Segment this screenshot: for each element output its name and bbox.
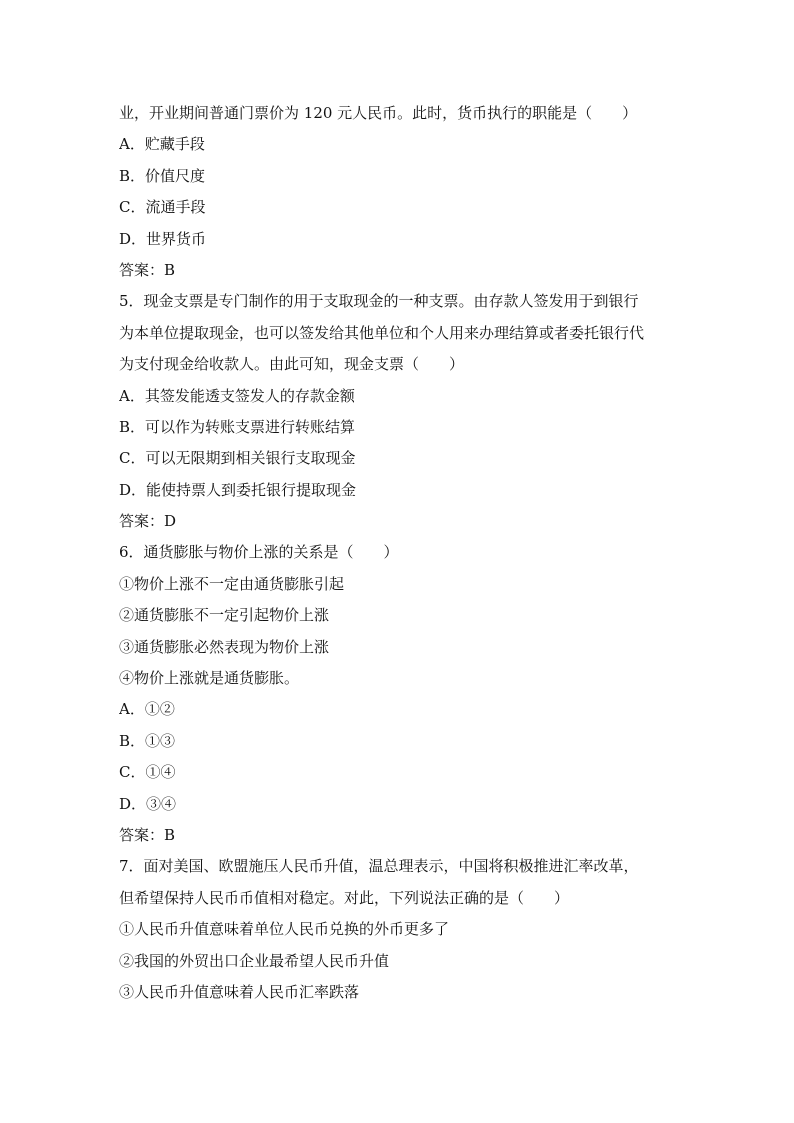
option-line: A．贮藏手段 — [119, 135, 205, 154]
statement-line: ①物价上涨不一定由通货膨胀引起 — [119, 574, 345, 593]
question-line: 6．通货膨胀与物价上涨的关系是（ ） — [119, 543, 399, 562]
option-line: C．流通手段 — [119, 198, 206, 217]
text-line: 为支付现金给收款人。由此可知，现金支票（ ） — [119, 355, 465, 374]
statement-line: ①人民币升值意味着单位人民币兑换的外币更多了 — [119, 920, 450, 939]
option-line: D．③④ — [119, 794, 177, 813]
option-line: B．可以作为转账支票进行转账结算 — [119, 417, 356, 436]
document-body — [119, 98, 679, 1008]
option-line: B．①③ — [119, 731, 176, 750]
option-line: C．可以无限期到相关银行支取现金 — [119, 449, 356, 468]
answer-line: 答案：B — [119, 260, 176, 279]
statement-line: ③人民币升值意味着人民币汇率跌落 — [119, 982, 360, 1001]
option-line: D．世界货币 — [119, 229, 207, 248]
statement-line: ④物价上涨就是通货膨胀。 — [119, 669, 300, 688]
statement-line: ②通货膨胀不一定引起物价上涨 — [119, 606, 330, 625]
option-line: B．价值尺度 — [119, 166, 206, 185]
text-line: 业，开业期间普通门票价为 120 元人民币。此时，货币执行的职能是（ ） — [119, 104, 638, 122]
question-line: 5．现金支票是专门制作的用于支取现金的一种支票。由存款人签发用于到银行 — [119, 292, 639, 311]
text-line: 为本单位提取现金，也可以签发给其他单位和个人用来办理结算或者委托银行代 — [119, 323, 645, 342]
statement-line: ②我国的外贸出口企业最希望人民币升值 — [119, 951, 390, 970]
text-line: 但希望保持人民币币值相对稳定。对此，下列说法正确的是（ ） — [119, 888, 570, 907]
option-line: A．①② — [119, 700, 175, 719]
answer-line: 答案：D — [119, 512, 177, 531]
question-line: 7．面对美国、欧盟施压人民币升值，温总理表示，中国将积极推进汇率改革， — [119, 857, 639, 876]
statement-line: ③通货膨胀必然表现为物价上涨 — [119, 637, 330, 656]
option-line: A．其签发能透支签发人的存款金额 — [119, 386, 355, 405]
option-line: D．能使持票人到委托银行提取现金 — [119, 480, 357, 499]
answer-line: 答案：B — [119, 825, 176, 844]
option-line: C．①④ — [119, 763, 176, 782]
